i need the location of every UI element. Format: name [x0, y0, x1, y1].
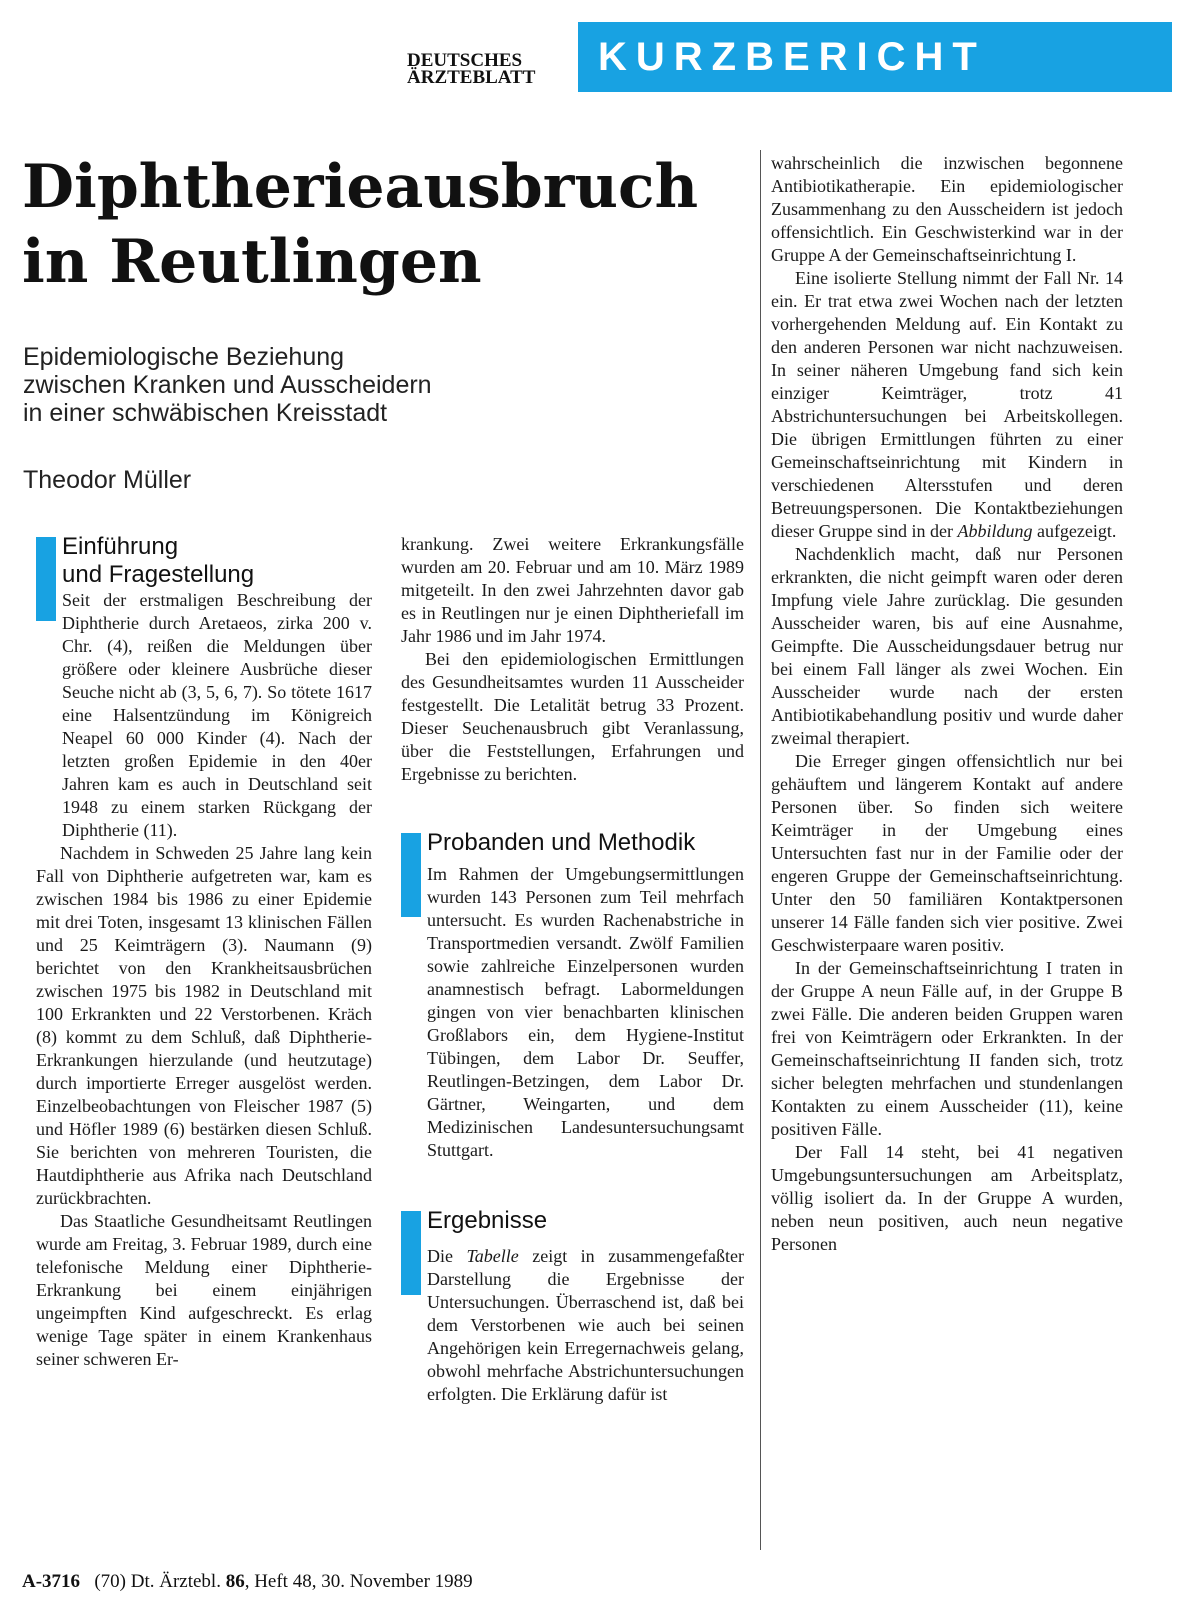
issue-date: , Heft 48, 30. November 1989 — [244, 1571, 473, 1592]
column-divider — [760, 150, 761, 1550]
paragraph: Seit der erstmaligen Beschreibung der Diphtherie durch Aretaeos, zirka 200 v. Chr. (4), reißen die Meldungen über größere oder kleinere Ausbrüche dieser Seuche nicht ab (3, 5, 6, 7). So tötete 1617 eine Halsentzündung im Königreich Neapel 60 000 Kinder (4). Nach der letzten großen Epidemie in den 40er Jahren kam es auch in Deutschland seit 1948 zu einem starken Rückgang der Diphtherie (11). — [62, 590, 372, 840]
paragraph: krankung. Zwei weitere Erkrankungsfälle wurden am 20. Februar und am 10. März 1989 mitgeteilt. In den zwei Jahrzehnten davor gab es in Reutlingen nur je einen Diphtheriefall im Jahr 1986 und im Jahr 1974. — [401, 534, 744, 646]
text-column-3 — [771, 152, 1123, 1256]
subtitle-line-1: Epidemiologische Beziehung — [23, 343, 345, 371]
journal-reference: (70) Dt. Ärztebl. — [94, 1571, 221, 1592]
figure-reference: Abbildung — [957, 521, 1033, 541]
paragraph: Die Erreger gingen offensichtlich nur bei gehäuftem und längerem Kontakt auf andere Personen über. So finden sich weitere Keimträger in der Umgebung eines Untersuchten fast nur in der Familie oder der engeren Gruppe der Gemeinschaftseinrichtung. Unter den 50 familiären Kontaktpersonen unserer 14 Fälle fanden sich vier positive. Zwei Geschwisterpaare waren positiv. — [771, 751, 1123, 955]
page-footer — [22, 1571, 473, 1593]
title-line-2: in Reutlingen — [22, 227, 482, 297]
author-name: Theodor Müller — [23, 466, 192, 494]
title-line-1: Diphtherieausbruch — [22, 152, 699, 222]
section-methods — [401, 829, 744, 1162]
section-marker — [401, 833, 421, 917]
section-heading: Ergebnisse — [427, 1207, 548, 1234]
paragraph: Der Fall 14 steht, bei 41 negativen Umgebungsuntersuchungen am Arbeitsplatz, völlig isoliert da. In der Gruppe A wurden, neben neun positiven, auch neun negative Personen — [771, 1142, 1123, 1254]
volume-number: 86 — [225, 1571, 245, 1592]
table-reference: Tabelle — [466, 1246, 519, 1266]
article-subtitle — [23, 343, 743, 427]
text-column-2 — [401, 533, 744, 1406]
section-introduction — [36, 533, 372, 842]
paragraph: wahrscheinlich die inzwischen begonnene Antibiotikatherapie. Ein epidemiologischer Zusammenhang zu den Ausscheidern ist jedoch offensichtlich. Ein Geschwisterkind war in der Gruppe A der Gemeinschaftseinrichtung I. — [771, 153, 1123, 265]
paragraph: Nachdem in Schweden 25 Jahre lang kein Fall von Diphtherie aufgetreten war, kam es zwischen 1984 bis 1986 zu einer Epidemie mit drei Toten, insgesamt 13 klinischen Fällen und 25 Keimträgern (3). Naumann (9) berichtet von den Krankheitsausbrüchen zwischen 1975 bis 1982 in Deutschland mit 100 Erkrankten und 22 Verstorbenen. Kräch (8) kommt zu dem Schluß, daß Diphtherie-Erkrankungen hierzulande (und heutzutage) durch importierte Erreger ausgelöst werden. Einzelbeobachtungen von Fleischer 1987 (5) und Höfler 1989 (6) bestärken diesen Schluß. Sie berichten von mehreren Touristen, die Hautdiphtherie aus Afrika nach Deutschland zurückbrachten. — [36, 843, 372, 1208]
section-marker — [401, 1211, 421, 1295]
paragraph: Die Tabelle zeigt in zusammengefaßter Darstellung die Ergebnisse der Untersuchungen. Überraschend ist, daß bei dem Verstorbenen wie auch bei seinen Angehörigen kein Erregernachweis gelang, obwohl mehrfache Abstrichuntersuchungen erfolgten. Die Erklärung dafür ist — [427, 1246, 744, 1404]
subtitle-line-3: in einer schwäbischen Kreisstadt — [23, 399, 388, 427]
article-title — [22, 150, 762, 300]
paragraph: Das Staatliche Gesundheitsamt Reutlingen wurde am Freitag, 3. Februar 1989, durch eine telefonische Meldung einer Diphtherie-Erkrankung bei einem einjährigen ungeimpften Kind aufgeschreckt. Es erlag wenige Tage später in einem Krankenhaus seiner schweren Er- — [36, 1211, 372, 1369]
logo-line-1: DEUTSCHES — [407, 50, 523, 71]
section-heading: Probanden und Methodik — [427, 829, 696, 856]
page-number: A-3716 — [22, 1571, 81, 1592]
heading-line-2: und Fragestellung — [62, 561, 255, 588]
paragraph: In der Gemeinschaftseinrichtung I traten in der Gruppe A neun Fälle auf, in der Gruppe B zwei Fälle. Die anderen beiden Gruppen waren frei von Keimträgern oder Erkrankten. In der Gemeinschaftseinrichtung II fanden sich, trotz sicher belegten mehrfachen und stundenlangen Kontakten zu einem Ausscheider (11), keine positiven Fälle. — [771, 958, 1123, 1139]
subtitle-line-2: zwischen Kranken und Ausscheidern — [23, 371, 432, 399]
section-heading — [36, 533, 372, 589]
text-column-1 — [36, 533, 372, 1371]
heading-line-1: Einführung — [62, 533, 179, 560]
rubric-banner: KURZBERICHT — [578, 22, 1172, 92]
journal-logo — [407, 52, 567, 86]
logo-line-2: ÄRZTEBLATT — [407, 67, 536, 88]
paragraph: Bei den epidemiologischen Ermittlungen des Gesundheitsamtes wurden 11 Ausscheider festgestellt. Die Letalität betrug 33 Prozent. Dieser Seuchenausbruch gibt Veranlassung, über die Feststellungen, Erfahrungen und Ergebnisse zu berichten. — [401, 649, 744, 784]
paragraph: Eine isolierte Stellung nimmt der Fall Nr. 14 ein. Er trat etwa zwei Wochen nach der letzten vorhergehenden Meldung auf. Ein Kontakt zu den anderen Personen war nicht nachzuweisen. In seiner näheren Umgebung fand sich kein einziger Keimträger, trotz 41 Abstrichuntersuchungen bei Arbeitskollegen. Die übrigen Ermittlungen führten zu einer Gemeinschaftseinrichtung mit Kindern in verschiedenen Altersstufen und deren Betreuungspersonen. Die Kontaktbeziehungen dieser Gruppe sind in der Abbildung aufgezeigt. — [771, 268, 1123, 541]
section-results — [401, 1207, 744, 1406]
paragraph: Nachdenklich macht, daß nur Personen erkrankten, die nicht geimpft waren oder deren Impfung viele Jahre zurücklag. Die gesunden Ausscheider waren, bis auf eine Ausnahme, Geimpfte. Die Ausscheidungsdauer betrug nur bei einem Fall länger als zwei Wochen. Ein Ausscheider wurde nach der ersten Antibiotikabehandlung positiv und wurde daher zweimal therapiert. — [771, 544, 1123, 748]
section-marker — [36, 537, 56, 621]
paragraph: Im Rahmen der Umgebungsermittlungen wurden 143 Personen zum Teil mehrfach untersucht. Es wurden Rachenabstriche in Transportmedien versandt. Zwölf Familien sowie zahlreiche Einzelpersonen wurden anamnestisch befragt. Labormeldungen gingen von vier benachbarten klinischen Großlabors ein, dem Hygiene-Institut Tübingen, dem Labor Dr. Seuffer, Reutlingen-Betzingen, dem Labor Dr. Gärtner, Weingarten, und dem Medizinischen Landesuntersuchungsamt Stuttgart. — [427, 864, 744, 1160]
